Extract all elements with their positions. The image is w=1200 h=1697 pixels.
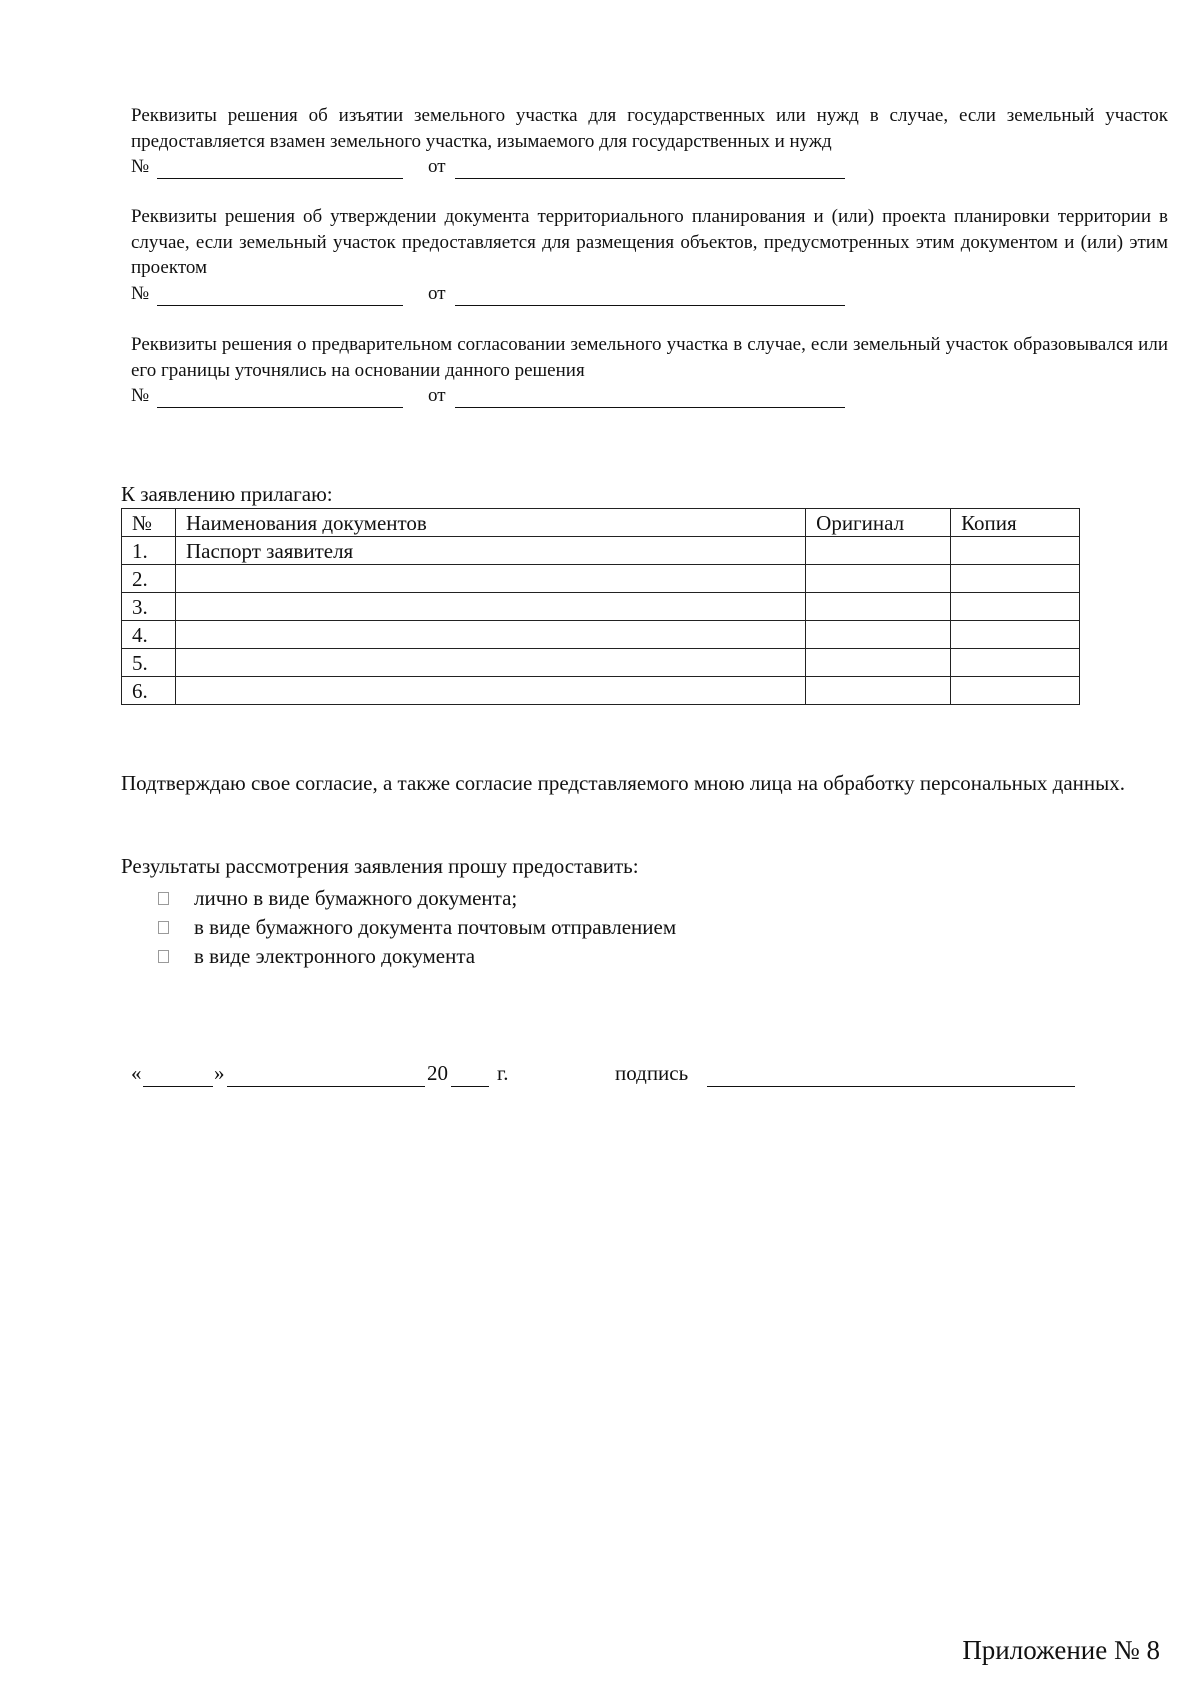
row-number: 1.: [122, 537, 176, 565]
column-header-name: Наименования документов: [175, 509, 805, 537]
row-original[interactable]: [806, 621, 951, 649]
row-original[interactable]: [806, 537, 951, 565]
number-date-line: [131, 383, 1168, 411]
table-header-row: [122, 509, 1080, 537]
number-field[interactable]: [157, 407, 403, 408]
table-row: [122, 621, 1080, 649]
requisite-block-preliminary: [131, 332, 1168, 411]
row-document-name[interactable]: [175, 677, 805, 705]
option-label: в виде бумажного документа почтовым отправлением: [194, 915, 677, 939]
requisite-block-seizure: [131, 103, 1168, 182]
year-field[interactable]: [451, 1086, 489, 1087]
row-copy[interactable]: [951, 537, 1080, 565]
number-field[interactable]: [157, 305, 403, 306]
row-original[interactable]: [806, 565, 951, 593]
open-quote: «: [131, 1061, 142, 1085]
option-label: лично в виде бумажного документа;: [194, 886, 518, 910]
row-original[interactable]: [806, 593, 951, 621]
checkbox-icon[interactable]: [158, 950, 169, 963]
row-number: 3.: [122, 593, 176, 621]
signature-label: подпись: [615, 1061, 689, 1085]
row-copy[interactable]: [951, 621, 1080, 649]
row-original[interactable]: [806, 649, 951, 677]
requisite-text: Реквизиты решения об изъятии земельного участка для государственных или нужд в случае, если земельный участок предоставляется взамен земельного участка, изымаемого для государственных и нужд: [131, 105, 1168, 152]
from-label: от: [428, 385, 446, 406]
attachments-caption: К заявлению прилагаю:: [121, 482, 333, 506]
number-field[interactable]: [157, 178, 403, 179]
checkbox-icon[interactable]: [158, 892, 169, 905]
results-title: Результаты рассмотрения заявления прошу предоставить:: [121, 854, 639, 878]
signature-field[interactable]: [707, 1086, 1075, 1087]
table-row: [122, 537, 1080, 565]
row-copy[interactable]: [951, 593, 1080, 621]
delivery-options: [158, 884, 676, 971]
from-label: от: [428, 156, 446, 177]
column-header-number: №: [122, 509, 176, 537]
table-row: [122, 677, 1080, 705]
row-document-name[interactable]: Паспорт заявителя: [175, 537, 805, 565]
row-copy[interactable]: [951, 649, 1080, 677]
year-prefix: 20: [427, 1061, 448, 1085]
date-field[interactable]: [455, 178, 845, 179]
requisite-text: Реквизиты решения о предварительном согласовании земельного участка в случае, если земельный участок образовывался или его границы уточнялись на основании данного решения: [131, 334, 1168, 381]
attachments-table: [121, 508, 1080, 705]
row-number: 4.: [122, 621, 176, 649]
row-document-name[interactable]: [175, 649, 805, 677]
close-quote: »: [214, 1061, 225, 1085]
row-original[interactable]: [806, 677, 951, 705]
table-row: [122, 593, 1080, 621]
table-row: [122, 565, 1080, 593]
from-label: от: [428, 282, 446, 304]
date-signature-line: [131, 1061, 1081, 1091]
month-field[interactable]: [227, 1086, 425, 1087]
option-paper-in-person[interactable]: [158, 884, 676, 913]
row-document-name[interactable]: [175, 565, 805, 593]
checkbox-icon[interactable]: [158, 921, 169, 934]
date-field[interactable]: [455, 407, 845, 408]
number-label: №: [131, 385, 150, 406]
year-suffix: г.: [497, 1061, 509, 1085]
date-field[interactable]: [455, 305, 845, 306]
column-header-copy: Копия: [951, 509, 1080, 537]
table-row: [122, 649, 1080, 677]
row-number: 5.: [122, 649, 176, 677]
row-copy[interactable]: [951, 565, 1080, 593]
requisite-text: Реквизиты решения об утверждении документа территориального планирования и (или) проекта планировки территории в случае, если земельный участок предоставляется для размещения объектов, предусмотренных этим документом и (или) этим проектом: [131, 206, 1168, 278]
number-date-line: [131, 281, 1168, 309]
row-copy[interactable]: [951, 677, 1080, 705]
requisite-block-planning: [131, 204, 1168, 309]
row-number: 2.: [122, 565, 176, 593]
number-date-line: [131, 154, 1168, 182]
consent-paragraph: Подтверждаю свое согласие, а также согласие представляемого мною лица на обработку персональных данных.: [121, 771, 1126, 795]
row-document-name[interactable]: [175, 621, 805, 649]
appendix-label: Приложение № 8: [962, 1635, 1160, 1665]
option-electronic[interactable]: [158, 942, 676, 971]
option-paper-by-mail[interactable]: [158, 913, 676, 942]
number-label: №: [131, 156, 150, 177]
row-document-name[interactable]: [175, 593, 805, 621]
option-label: в виде электронного документа: [194, 944, 476, 968]
day-field[interactable]: [143, 1086, 213, 1087]
row-number: 6.: [122, 677, 176, 705]
number-label: №: [131, 282, 150, 304]
column-header-original: Оригинал: [806, 509, 951, 537]
